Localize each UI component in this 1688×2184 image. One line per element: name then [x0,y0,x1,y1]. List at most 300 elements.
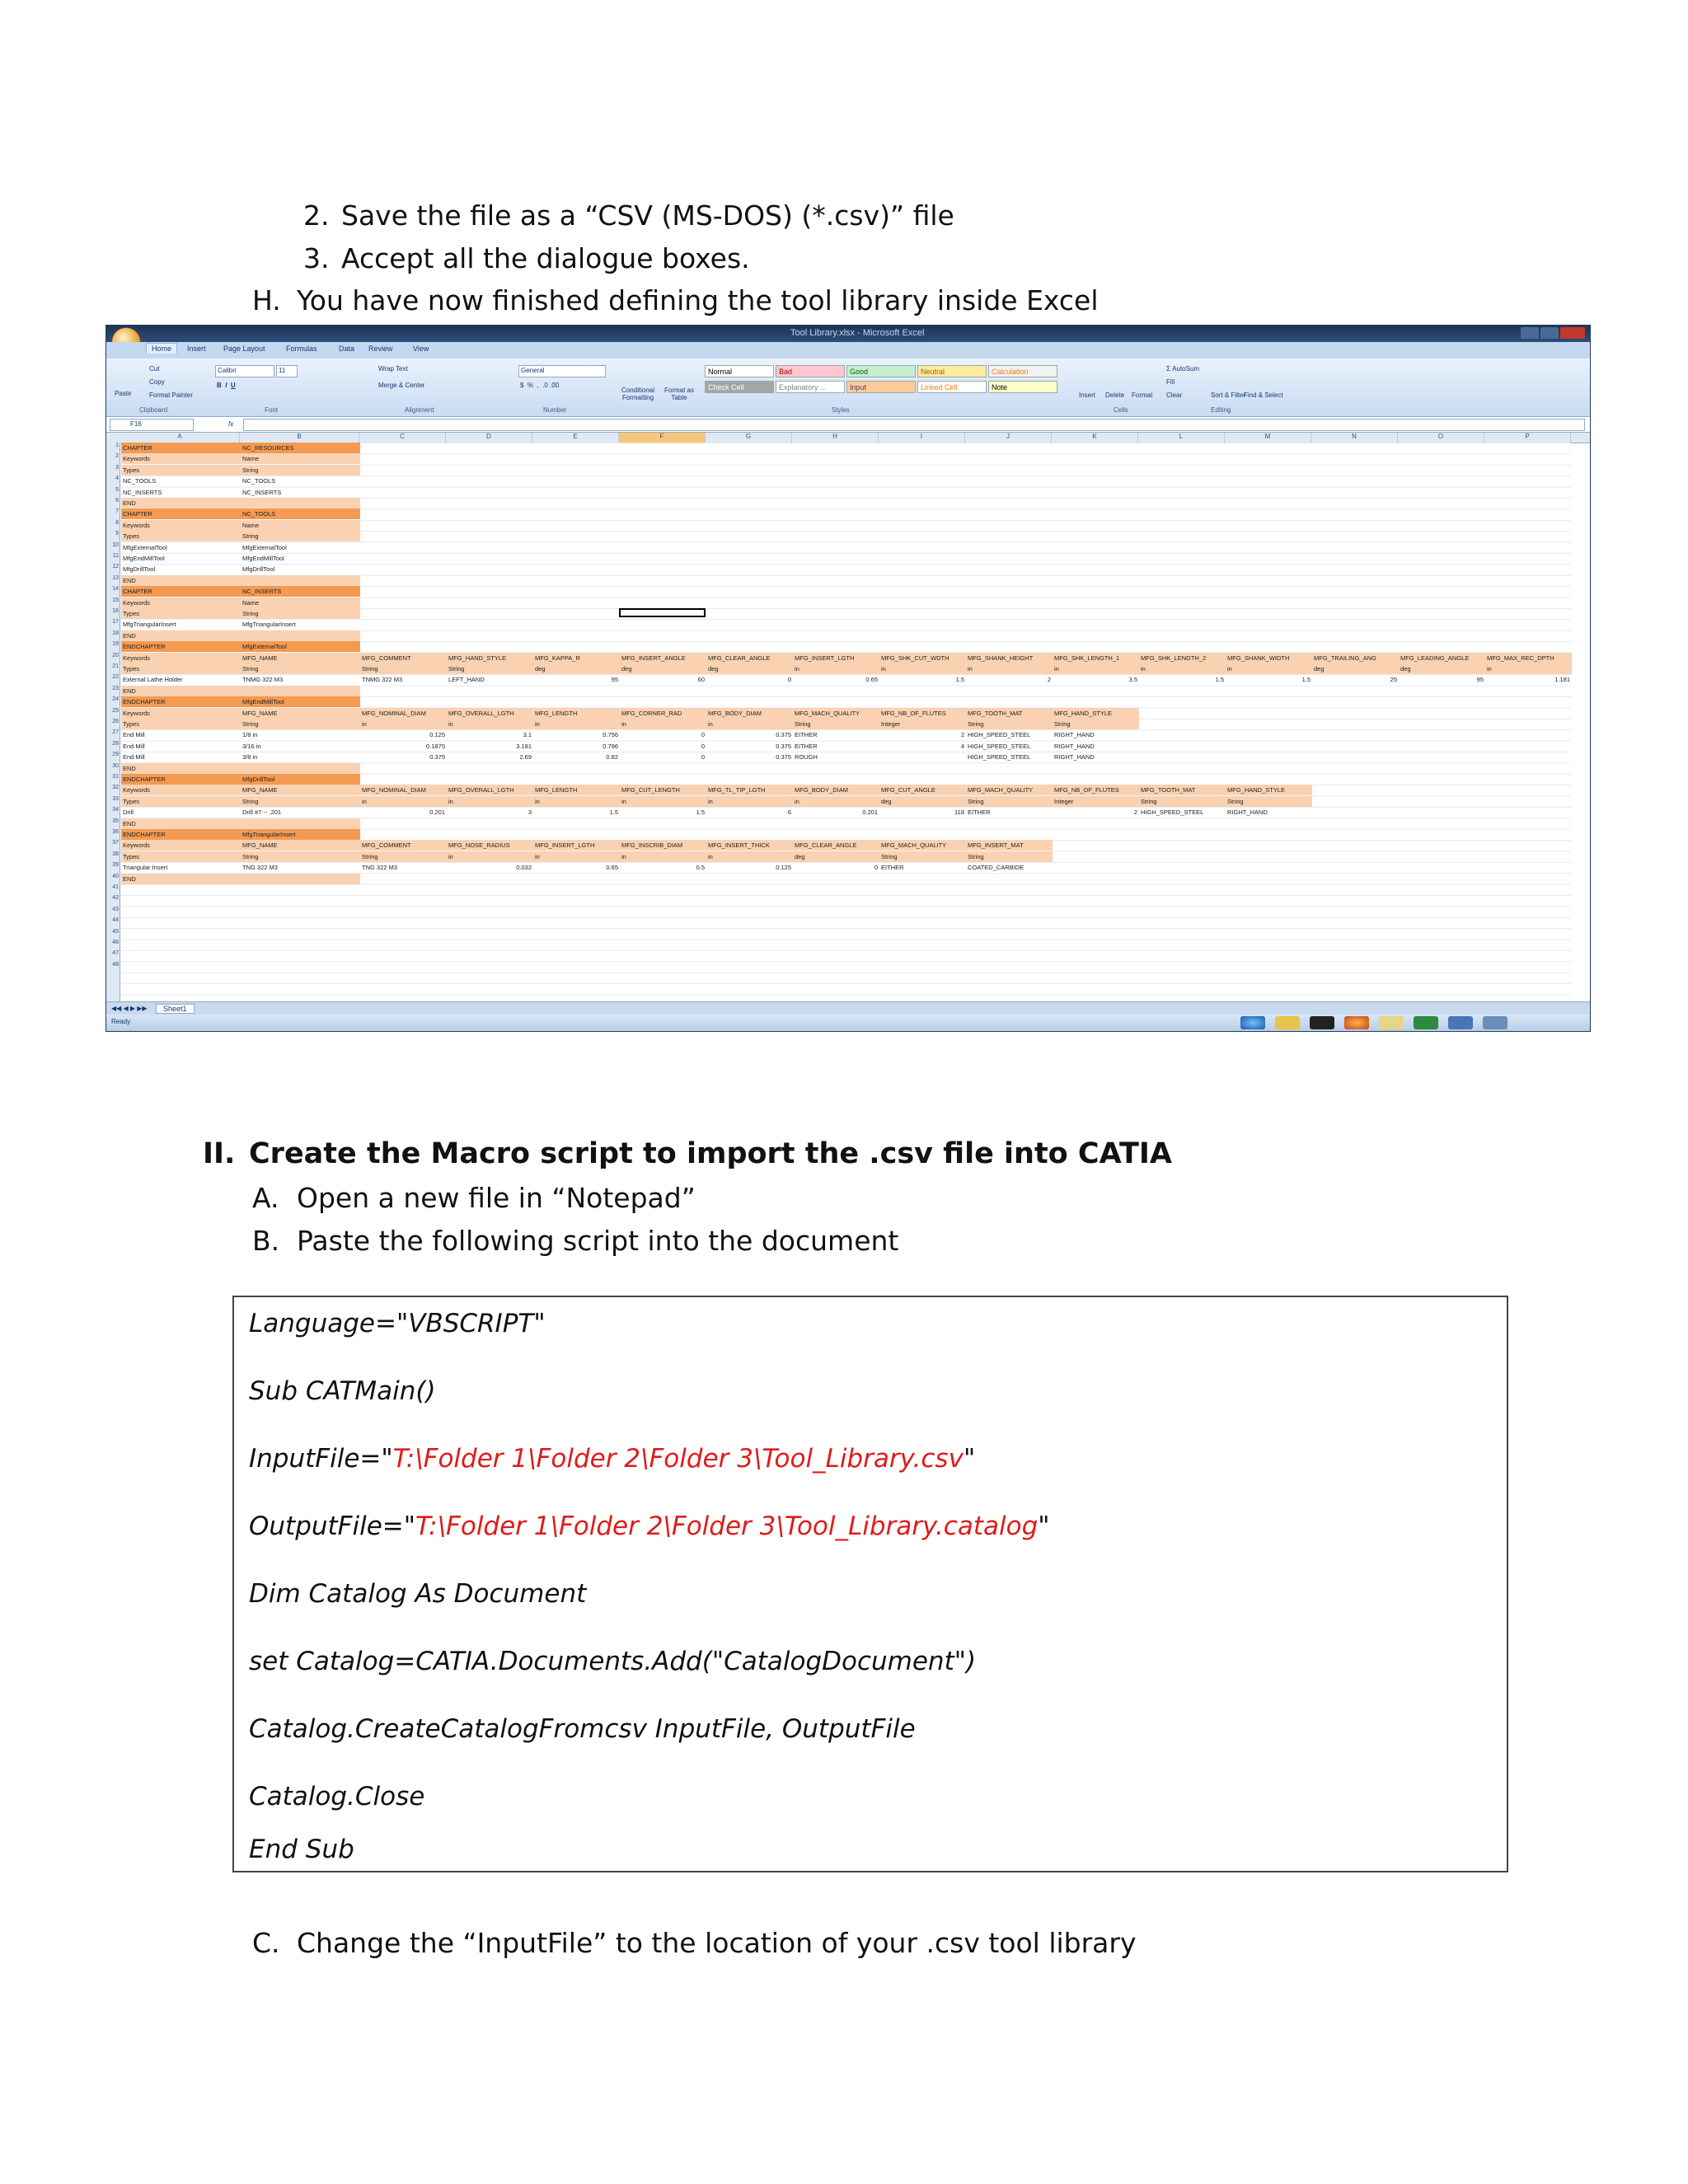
row-header[interactable]: 12 [112,564,119,570]
data-cell[interactable]: MFG_MACH_QUALITY [966,785,1053,795]
cell-col-a[interactable]: ENDCHAPTER [121,696,241,707]
data-cell[interactable]: in [793,663,879,674]
sheet-nav-arrows[interactable]: ◀◀ ◀ ▶ ▶▶ [111,1005,148,1012]
conditional-formatting-button[interactable]: Conditional Formatting [621,387,655,401]
data-cell[interactable]: MFG_SHK_CUT_WDTH [879,653,966,663]
sort-filter-button[interactable]: Sort & Filter [1211,391,1246,399]
data-cell[interactable]: in [966,663,1053,674]
cell-col-b[interactable] [241,763,360,774]
data-cell[interactable]: Integer [879,719,966,729]
column-header[interactable]: L [1138,433,1225,443]
data-cell[interactable]: in [706,851,793,862]
data-cell[interactable]: MFG_CLEAR_ANGLE [706,653,793,663]
row-header[interactable]: 47 [112,950,119,957]
cell-col-a[interactable]: MfgExternalTool [123,543,167,551]
data-cell[interactable]: in [620,796,706,807]
data-cell[interactable]: 1.5 [696,808,705,817]
row-header[interactable]: 48 [112,961,119,968]
data-cell[interactable]: 1.5 [609,808,618,817]
cell-col-b[interactable]: NC_TOOLS [242,477,276,485]
data-cell[interactable]: MFG_LEADING_ANGLE [1399,653,1485,663]
cell-style-option[interactable]: Bad [776,365,845,377]
data-cell[interactable]: MFG_OVERALL_LGTH [447,708,533,719]
column-header[interactable]: O [1398,433,1484,443]
cell-col-b[interactable]: NC_INSERTS [241,586,360,597]
cell-col-b[interactable]: MfgTriangularInsert [241,829,360,840]
cell-col-b[interactable]: String [241,465,360,476]
row-header[interactable]: 37 [112,840,119,846]
bold-button[interactable]: B I U [217,382,236,389]
data-cell[interactable]: deg [879,796,966,807]
cell-col-b[interactable]: String [241,663,360,674]
data-cell[interactable]: 0.82 [606,753,618,762]
cell-col-b[interactable]: NC_TOOLS [241,509,360,519]
data-cell[interactable]: MFG_TRAILING_ANG [1312,653,1399,663]
cell-col-a[interactable]: CHAPTER [121,443,241,453]
data-cell[interactable]: 0.125 [429,731,445,739]
data-cell[interactable]: 0.65 [865,676,878,684]
tab-formulas[interactable]: Formulas [286,344,317,353]
cell-col-b[interactable]: Drill #7 -- .201 [242,808,282,817]
data-cell[interactable]: MFG_BODY_DIAM [706,708,793,719]
cell-col-a[interactable]: Keywords [121,453,241,464]
row-header[interactable]: 44 [112,917,119,924]
row-header[interactable]: 23 [112,685,119,691]
data-cell[interactable]: MFG_MACH_QUALITY [793,708,879,719]
cell-style-option[interactable]: Calculation [988,365,1057,377]
data-cell[interactable]: MFG_CUT_ANGLE [879,785,966,795]
cell-col-a[interactable]: MfgEndMillTool [123,555,165,562]
wrap-text-button[interactable]: Wrap Text [378,365,408,373]
data-cell[interactable]: in [533,851,620,862]
data-cell[interactable]: MFG_NOMINAL_DIAM [360,708,447,719]
data-cell[interactable]: in [1226,663,1312,674]
row-header[interactable]: 40 [112,873,119,879]
cell-col-b[interactable]: String [241,719,360,729]
cell-col-a[interactable]: MfgTriangularInsert [123,621,176,629]
cell-style-option[interactable]: Normal [705,365,774,377]
data-cell[interactable]: String [1226,796,1312,807]
data-cell[interactable]: Integer [1053,796,1139,807]
data-cell[interactable]: 0 [874,864,878,872]
column-header[interactable]: H [792,433,879,443]
cell-col-a[interactable]: NC_INSERTS [123,488,162,496]
data-cell[interactable]: MFG_NB_OF_FLUTES [879,708,966,719]
notes-icon[interactable] [1379,1016,1404,1029]
data-cell[interactable]: MFG_NB_OF_FLUTES [1053,785,1139,795]
row-header[interactable]: 24 [112,696,119,703]
row-header[interactable]: 41 [112,884,119,890]
data-cell[interactable]: MFG_TOOTH_MAT [1139,785,1226,795]
data-cell[interactable]: deg [793,851,879,862]
app-icon[interactable] [1310,1016,1334,1029]
row-header[interactable]: 5 [115,486,119,493]
data-cell[interactable]: in [620,851,706,862]
row-header[interactable]: 15 [112,597,119,603]
cell-col-a[interactable]: Types [121,608,241,619]
data-cell[interactable]: 6 [787,808,791,817]
tab-home[interactable]: Home [146,343,177,354]
data-cell[interactable]: in [447,796,533,807]
data-cell[interactable]: deg [1312,663,1399,674]
cell-col-a[interactable]: MfgDrillTool [123,565,156,574]
row-header[interactable]: 25 [112,707,119,714]
cell-col-b[interactable]: String [241,608,360,619]
cell-col-b[interactable]: NC_INSERTS [242,488,282,496]
column-header[interactable]: C [359,433,446,443]
firefox-icon[interactable] [1344,1016,1369,1029]
row-header[interactable]: 38 [112,851,119,857]
minimize-button[interactable] [1521,327,1539,339]
cell-col-b[interactable]: TNMG 322 M3 [242,676,284,684]
data-cell[interactable]: 1.5 [1215,676,1224,684]
data-cell[interactable]: MFG_SHK_LENGTH_1 [1053,653,1139,663]
data-cell[interactable]: String [966,851,1053,862]
cell-col-b[interactable] [241,630,360,641]
data-cell[interactable]: String [447,663,533,674]
cell-col-b[interactable] [241,686,360,696]
data-cell[interactable]: MFG_HAND_STYLE [1053,708,1139,719]
data-cell[interactable]: EITHER [968,808,991,817]
data-cell[interactable]: MFG_SHANK_WIDTH [1226,653,1312,663]
data-cell[interactable]: String [1053,719,1139,729]
data-cell[interactable]: 1.5 [955,676,964,684]
data-cell[interactable]: 3 [528,808,532,817]
data-cell[interactable]: MFG_KAPPA_R [533,653,620,663]
cell-col-a[interactable]: END [121,575,241,586]
data-cell[interactable]: 95 [1476,676,1484,684]
data-cell[interactable]: deg [706,663,793,674]
data-cell[interactable]: MFG_HAND_STYLE [447,653,533,663]
data-cell[interactable]: String [879,851,966,862]
column-header[interactable]: G [706,433,792,443]
cell-style-option[interactable]: Note [988,381,1057,393]
data-cell[interactable]: deg [533,663,620,674]
cell-col-b[interactable]: MFG_NAME [241,840,360,851]
data-cell[interactable]: MFG_COMMENT [360,840,447,851]
row-header[interactable]: 32 [112,785,119,791]
cell-col-a[interactable]: Types [121,719,241,729]
data-cell[interactable]: MFG_CORNER_RAD [620,708,706,719]
cell-col-b[interactable]: TNG 322 M3 [242,864,278,872]
cell-col-b[interactable]: MfgExternalTool [242,543,287,551]
paste-button[interactable]: Paste [115,390,132,397]
row-header[interactable]: 29 [112,752,119,758]
data-cell[interactable]: HIGH_SPEED_STEEL [968,742,1031,750]
row-header[interactable]: 28 [112,740,119,747]
merge-center-button[interactable]: Merge & Center [378,382,425,389]
data-cell[interactable]: MFG_LENGTH [533,785,620,795]
row-header[interactable]: 2 [115,453,119,460]
data-cell[interactable]: EITHER [881,864,904,872]
data-cell[interactable]: 0.65 [606,864,618,872]
cell-col-b[interactable] [241,498,360,509]
data-cell[interactable]: deg [1399,663,1485,674]
data-cell[interactable]: 1.5 [1301,676,1311,684]
row-header[interactable]: 19 [112,641,119,648]
cell-col-b[interactable]: MfgExternalTool [241,641,360,652]
data-cell[interactable]: MFG_SHK_LENGTH_2 [1139,653,1226,663]
cell-col-b[interactable]: MfgDrillTool [241,774,360,785]
column-header[interactable]: F [619,433,706,443]
data-cell[interactable]: in [793,796,879,807]
formula-input[interactable] [243,419,1585,431]
column-header[interactable]: K [1052,433,1138,443]
data-cell[interactable]: 95 [611,676,618,684]
data-cell[interactable]: ROUGH [795,753,818,762]
data-cell[interactable]: 0.032 [516,864,532,872]
row-header[interactable]: 17 [112,619,119,626]
column-header[interactable]: A [120,433,240,443]
data-cell[interactable]: RIGHT_HAND [1054,731,1095,739]
data-cell[interactable]: MFG_INSERT_LGTH [533,840,620,851]
data-cell[interactable]: in [879,663,966,674]
font-name-box[interactable] [215,365,274,377]
cell-col-b[interactable] [241,818,360,829]
tab-data[interactable]: Data [339,344,355,353]
row-header[interactable]: 33 [112,795,119,802]
row-header[interactable]: 18 [112,630,119,636]
row-header[interactable]: 45 [112,928,119,935]
data-cell[interactable]: MFG_INSERT_MAT [966,840,1053,851]
row-header[interactable]: 46 [112,940,119,945]
cell-col-b[interactable]: MFG_NAME [241,653,360,663]
cell-col-a[interactable]: Types [121,851,241,862]
format-as-table-button[interactable]: Format as Table [663,387,694,401]
data-cell[interactable]: 3.5 [1128,676,1137,684]
cell-style-option[interactable]: Explanatory ... [776,381,845,393]
cell-col-a[interactable]: CHAPTER [121,509,241,519]
row-header[interactable]: 16 [112,608,119,614]
row-header[interactable]: 13 [112,574,119,581]
excel-taskbar-icon[interactable] [1414,1016,1438,1029]
row-header[interactable]: 34 [112,807,119,813]
cell-col-b[interactable]: Name [241,598,360,608]
data-cell[interactable]: MFG_TOOTH_MAT [966,708,1053,719]
cell-col-b[interactable]: 3/8 in [242,753,258,762]
row-header[interactable]: 21 [112,663,119,669]
row-header[interactable]: 36 [112,829,119,835]
data-cell[interactable]: MFG_MACH_QUALITY [879,840,966,851]
cell-col-a[interactable]: End Mill [123,753,145,762]
cell-col-b[interactable]: String [241,851,360,862]
data-cell[interactable]: 2.69 [519,753,532,762]
data-cell[interactable]: String [966,796,1053,807]
row-header[interactable]: 42 [112,895,119,902]
data-cell[interactable]: in [706,719,793,729]
data-cell[interactable]: in [1139,663,1226,674]
row-header[interactable]: 30 [112,762,119,769]
cell-col-a[interactable]: END [121,763,241,774]
tab-review[interactable]: Review [368,344,393,353]
data-cell[interactable]: MFG_CUT_LENGTH [620,785,706,795]
data-cell[interactable]: deg [620,663,706,674]
cell-col-b[interactable]: 1/8 in [242,731,258,739]
cell-col-a[interactable]: Types [121,796,241,807]
cell-col-b[interactable]: NC_RESOURCES [241,443,360,453]
selected-cell-f16[interactable] [619,608,706,617]
data-cell[interactable] [879,752,966,762]
folder-icon[interactable] [1275,1016,1300,1029]
data-cell[interactable]: String [360,663,447,674]
row-header[interactable]: 1 [115,443,119,448]
close-button[interactable] [1560,327,1585,339]
row-header[interactable]: 4 [115,476,119,482]
cell-style-option[interactable]: Linked Cell [917,381,987,393]
cell-col-a[interactable]: Keywords [121,653,241,663]
data-cell[interactable]: MFG_INSERT_ANGLE [620,653,706,663]
cell-col-a[interactable]: Keywords [121,598,241,608]
row-header[interactable]: 20 [112,652,119,658]
data-cell[interactable]: LEFT_HAND [448,676,485,684]
data-cell[interactable]: 0 [701,753,705,762]
name-box[interactable] [110,419,194,431]
row-header[interactable]: 22 [112,674,119,681]
cut-button[interactable]: Cut [149,365,160,373]
data-cell[interactable]: String [1139,796,1226,807]
cell-col-b[interactable] [241,874,360,884]
data-cell[interactable]: String [793,719,879,729]
row-header[interactable]: 9 [115,531,119,537]
cell-col-b[interactable]: MfgEndMillTool [241,696,360,707]
data-cell[interactable]: 0.796 [603,742,618,750]
data-cell[interactable]: MFG_CLEAR_ANGLE [793,840,879,851]
row-header[interactable]: 7 [115,509,119,515]
data-cell[interactable]: EITHER [795,742,818,750]
cell-col-a[interactable]: Types [121,663,241,674]
data-cell[interactable]: 25 [1390,676,1397,684]
data-cell[interactable]: MFG_HAND_STYLE [1226,785,1312,795]
data-cell[interactable]: 0.375 [429,753,445,762]
data-cell[interactable]: 0.201 [429,808,445,817]
cell-col-b[interactable] [241,575,360,586]
cell-col-b[interactable]: MfgTriangularInsert [242,621,296,629]
cell-col-a[interactable]: Types [121,531,241,541]
row-header[interactable]: 11 [112,553,119,559]
cell-col-b[interactable]: 3/16 in [242,742,261,750]
taskbar-icon[interactable] [1483,1016,1507,1029]
data-cell[interactable]: 3.181 [516,742,532,750]
data-cell[interactable]: in [620,719,706,729]
tab-page-layout[interactable]: Page Layout [223,344,265,353]
maximize-button[interactable] [1540,327,1559,339]
cell-col-b[interactable]: MFG_NAME [241,708,360,719]
data-cell[interactable]: MFG_BODY_DIAM [793,785,879,795]
data-cell[interactable]: RIGHT_HAND [1054,753,1095,762]
format-painter-button[interactable]: Format Painter [149,391,193,399]
data-cell[interactable]: 0.375 [776,742,791,750]
data-cell[interactable]: HIGH_SPEED_STEEL [968,753,1031,762]
cell-col-a[interactable]: Keywords [121,520,241,531]
data-cell[interactable]: MFG_LENGTH [533,708,620,719]
column-header[interactable]: D [446,433,532,443]
column-header[interactable]: B [240,433,359,443]
row-header[interactable]: 14 [112,586,119,593]
column-header[interactable]: M [1225,433,1311,443]
data-cell[interactable]: String [360,851,447,862]
delete-cells-button[interactable]: Delete [1105,391,1125,399]
fx-icon[interactable]: fx [228,420,234,428]
cell-col-a[interactable]: End Mill [123,742,145,750]
data-cell[interactable]: MFG_INSCRIB_DIAM [620,840,706,851]
data-cell[interactable]: TNG 322 M3 [362,864,397,872]
data-cell[interactable]: MFG_NOSE_RADIUS [447,840,533,851]
data-cell[interactable]: 4 [960,742,964,750]
data-cell[interactable]: 0.1875 [426,742,445,750]
cell-col-a[interactable]: CHAPTER [121,586,241,597]
data-cell[interactable]: MFG_TL_TIP_LGTH [706,785,793,795]
clear-button[interactable]: Clear [1166,391,1183,399]
cell-col-a[interactable]: Keywords [121,840,241,851]
data-cell[interactable]: 0 [787,676,791,684]
copy-button[interactable]: Copy [149,378,165,386]
data-cell[interactable]: 0.201 [862,808,878,817]
data-cell[interactable]: in [1053,663,1139,674]
cell-style-option[interactable]: Check Cell [705,381,774,393]
cell-col-a[interactable]: ENDCHAPTER [121,829,241,840]
row-header[interactable]: 35 [112,818,119,824]
row-header[interactable]: 8 [115,519,119,526]
data-cell[interactable]: HIGH_SPEED_STEEL [1141,808,1204,817]
data-cell[interactable]: 1.181 [1554,676,1570,684]
row-header[interactable]: 39 [112,862,119,869]
data-cell[interactable]: in [360,796,447,807]
data-cell[interactable]: 0.756 [603,731,618,739]
data-cell[interactable]: in [447,851,533,862]
data-cell[interactable]: MFG_INSERT_LGTH [793,653,879,663]
cell-style-option[interactable]: Good [846,365,916,377]
column-header[interactable]: P [1484,433,1571,443]
data-cell[interactable]: in [360,719,447,729]
data-cell[interactable]: in [533,796,620,807]
data-cell[interactable]: HIGH_SPEED_STEEL [968,731,1031,739]
data-cell[interactable]: MFG_MAX_REC_DPTH [1485,653,1572,663]
cell-col-a[interactable]: Drill [123,808,134,817]
insert-cells-button[interactable]: Insert [1079,391,1096,399]
data-cell[interactable]: 2 [1133,808,1137,817]
data-cell[interactable]: in [533,719,620,729]
column-header[interactable]: E [532,433,619,443]
cell-col-a[interactable]: Keywords [121,785,241,795]
fill-button[interactable]: Fill [1166,378,1175,386]
data-cell[interactable]: 2 [960,731,964,739]
data-cell[interactable]: in [706,796,793,807]
cell-col-b[interactable]: MFG_NAME [241,785,360,795]
data-cell[interactable]: 60 [697,676,705,684]
data-cell[interactable]: RIGHT_HAND [1227,808,1268,817]
row-header[interactable]: 31 [112,774,119,780]
data-cell[interactable]: MFG_OVERALL_LGTH [447,785,533,795]
row-header[interactable]: 27 [112,729,119,736]
cell-style-option[interactable]: Input [846,381,916,393]
cell-col-b[interactable]: Name [241,520,360,531]
format-cells-button[interactable]: Format [1132,391,1153,399]
cell-col-a[interactable]: External Lathe Holder [123,676,183,684]
data-cell[interactable]: 0.375 [776,731,791,739]
data-cell[interactable]: 3.1 [523,731,532,739]
data-cell[interactable]: COATED_CARBIDE [968,864,1025,872]
data-cell[interactable]: String [966,719,1053,729]
data-cell[interactable]: RIGHT_HAND [1054,742,1095,750]
column-header[interactable]: I [879,433,965,443]
column-header[interactable]: J [965,433,1052,443]
row-header[interactable]: 6 [115,498,119,504]
cell-col-a[interactable]: ENDCHAPTER [121,774,241,785]
find-select-button[interactable]: Find & Select [1244,391,1283,399]
number-buttons[interactable]: $ % , .0 .00 [520,382,560,389]
column-header[interactable]: N [1311,433,1398,443]
cell-col-a[interactable]: END [121,630,241,641]
